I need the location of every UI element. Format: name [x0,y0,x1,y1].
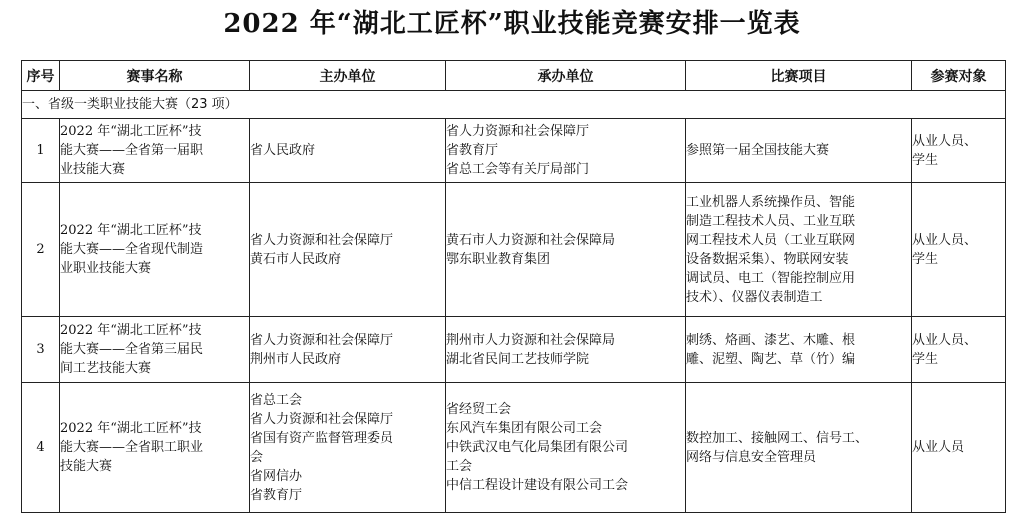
section-row [22,91,1006,119]
text-line: 从业人员 [912,440,965,455]
table-row [22,317,1006,383]
participants-cell [912,119,1006,183]
text-line: 会 [250,449,264,465]
text-line: 省人力资源和社会保障厅 [250,232,394,248]
column-header-seq: 序号 [22,61,60,91]
text-line: 2022 年“湖北工匠杯”技 [60,323,202,338]
events-cell [686,317,912,383]
organizer-cell [250,119,446,183]
text-line: 荆州市人力资源和社会保障局 [446,332,616,348]
text-line: 参照第一届全国技能大赛 [686,143,830,158]
text-line: 湖北省民间工艺技师学院 [446,351,590,367]
row-seq: 4 [22,383,60,513]
text-line: 工会 [446,459,473,474]
text-line: 数控加工、接触网工、信号工、 [686,430,869,446]
text-line: 省人力资源和社会保障厅 [250,332,394,348]
text-line: 荆州市人民政府 [250,351,342,367]
text-line: 东风汽车集团有限公司工会 [446,421,603,436]
text-line: 2022 年“湖北工匠杯”技 [60,421,202,436]
row-seq: 2 [22,183,60,317]
events-cell [686,183,912,317]
text-line: 能大赛——全省现代制造 [60,242,204,257]
text-line: 省人民政府 [250,143,316,158]
event-name-cell [60,317,250,383]
text-line: 网工程技术人员（工业互联网 [686,232,856,248]
events-cell [686,119,912,183]
text-line: 能大赛——全省职工职业 [60,440,204,455]
text-line: 省教育厅 [446,143,499,158]
header-row [22,61,1006,91]
text-line: 制造工程技术人员、工业互联 [686,213,856,229]
text-line: 省人力资源和社会保障厅 [250,411,394,427]
event-name-cell [60,383,250,513]
section-heading: 一、省级一类职业技能大赛（23 项） [22,91,1006,119]
column-header-host: 承办单位 [446,61,686,91]
text-line: 黄石市人民政府 [250,251,342,267]
host-cell [446,183,686,317]
text-line: 间工艺技能大赛 [60,361,152,376]
column-header-organizer: 主办单位 [250,61,446,91]
event-name-cell [60,183,250,317]
text-line: 网络与信息安全管理员 [686,449,817,465]
text-line: 学生 [912,351,939,367]
text-line: 技术）、仪器仪表制造工 [686,289,823,305]
text-line: 能大赛——全省第三届民 [60,342,204,357]
column-header-events: 比赛项目 [686,61,912,91]
text-line: 从业人员、 [912,232,978,248]
events-cell [686,383,912,513]
host-cell [446,119,686,183]
participants-cell [912,383,1006,513]
row-seq: 3 [22,317,60,383]
text-line: 业技能大赛 [60,162,126,177]
competition-table [21,60,1006,513]
text-line: 调试员、电工（智能控制应用 [686,270,856,286]
host-cell [446,383,686,513]
row-seq: 1 [22,119,60,183]
participants-cell [912,183,1006,317]
text-line: 黄石市人力资源和社会保障局 [446,232,616,248]
organizer-cell [250,383,446,513]
organizer-cell [250,317,446,383]
text-line: 能大赛——全省第一届职 [60,143,204,158]
text-line: 从业人员、 [912,133,978,149]
text-line: 省国有资产监督管理委员 [250,430,394,446]
text-line: 学生 [912,152,939,168]
text-line: 学生 [912,251,939,267]
text-line: 刺绣、烙画、漆艺、木雕、根 [686,332,856,348]
text-line: 省总工会 [250,392,303,408]
table-row [22,383,1006,513]
text-line: 鄂东职业教育集团 [446,251,551,267]
text-line: 2022 年“湖北工匠杯”技 [60,124,202,139]
table-row [22,183,1006,317]
text-line: 省经贸工会 [446,402,512,417]
text-line: 省教育厅 [250,487,303,503]
text-line: 技能大赛 [60,459,113,474]
text-line: 设备数据采集）、物联网安装 [686,251,849,267]
text-line: 2022 年“湖北工匠杯”技 [60,223,202,238]
page-title: 2022 年“湖北工匠杯”职业技能竞赛安排一览表 [223,9,801,39]
text-line: 工业机器人系统操作员、智能 [686,194,856,210]
participants-cell [912,317,1006,383]
column-header-participants: 参赛对象 [912,61,1006,91]
text-line: 中信工程设计建设有限公司工会 [446,478,629,493]
host-cell [446,317,686,383]
text-line: 从业人员、 [912,332,978,348]
text-line: 业职业技能大赛 [60,261,152,276]
text-line: 中铁武汉电气化局集团有限公司 [446,440,629,455]
text-line: 省总工会等有关厅局部门 [446,162,590,177]
organizer-cell [250,183,446,317]
column-header-name: 赛事名称 [60,61,250,91]
text-line: 雕、泥塑、陶艺、草（竹）编 [686,351,856,367]
event-name-cell [60,119,250,183]
table-row [22,119,1006,183]
text-line: 省人力资源和社会保障厅 [446,124,590,139]
text-line: 省网信办 [250,468,303,484]
